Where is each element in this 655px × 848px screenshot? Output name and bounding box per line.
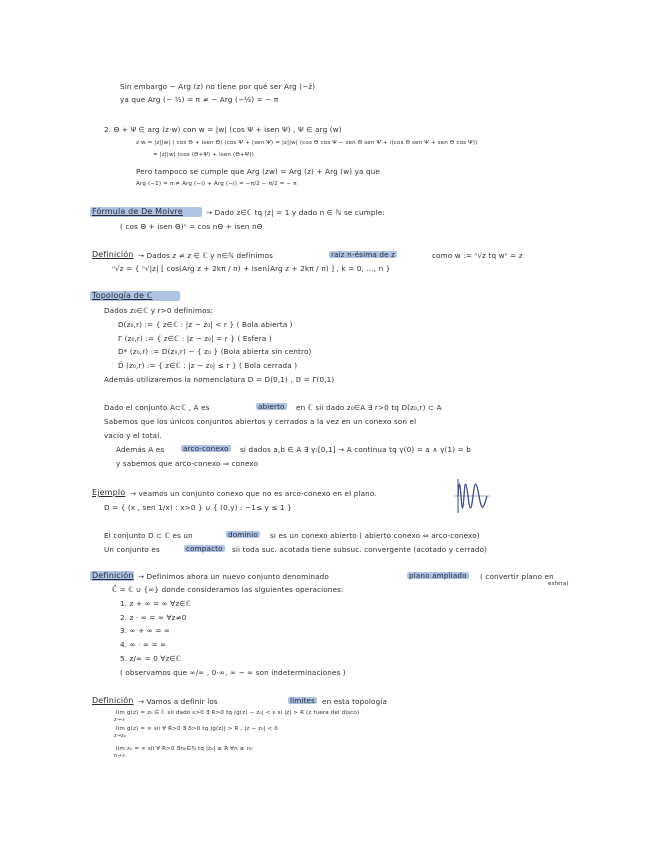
limit-subscript: n→∞ [114, 753, 126, 759]
highlight-term: plano ampliado [409, 571, 467, 580]
text-line: 3. ∞ + ∞ = ∞ [120, 626, 171, 635]
text-line: El conjunto D ⊂ ℂ es un [104, 531, 193, 540]
text-line: ( observamos que ∞/∞ , 0·∞, ∞ − ∞ son indeterminaciones ) [120, 668, 346, 677]
text-line: ℂ̂ = ℂ ∪ {∞} donde consideramos las siguientes operaciones: [112, 585, 344, 594]
text-line: 5. z/∞ = 0 ∀z∈ℂ [120, 654, 181, 663]
text-line: 1. z + ∞ = ∞ ∀z∈ℂ [120, 599, 191, 608]
text-line: como w := ⁿ√z tq wⁿ = z [432, 251, 523, 260]
section-heading: Fórmula de De Moivre [92, 207, 183, 216]
text-line: z·w = |z||w| ( cos Θ + isen Θ) (cos Ψ + (sen Ψ) = |z||w| (cos Θ cos Ψ − sen Θ sen Ψ + i(cos Θ sen Ψ + sen Θ cos Ψ)) [136, 140, 478, 146]
section-heading: Ejemplo [92, 488, 126, 497]
highlight-term: raíz n-ésima de z [331, 250, 396, 259]
text-line: Pero tampoco se cumple que Arg (zw) = Arg (z) + Arg (w) ya que [136, 167, 381, 176]
text-line: 2. Θ + Ψ ∈ arg (z·w) con w = |w| (cos Ψ + isen Ψ) , Ψ ∈ arg (w) [104, 125, 342, 134]
text-line: en esta topología [322, 697, 388, 706]
text-line: esfera) [548, 581, 569, 587]
text-line: D(z₀,r) := { z∈ℂ : |z − z₀| < r } ( Bola abierta ) [118, 320, 293, 329]
text-line: → Vamos a definir los [138, 697, 218, 706]
text-line: → veamos un conjunto conexo que no es arco-conexo en el plano. [130, 489, 377, 498]
highlight-term: compacto [186, 544, 223, 553]
text-line: lim g(z) = ∞ sii ∀ R>0 ∃ δ>0 tq |g(z)| > R , |z − z₀| < δ [116, 726, 278, 732]
text-line: ( cos Θ + isen Θ)ⁿ = cos nΘ + isen nΘ [120, 222, 263, 231]
text-line: y sabemos que arco-conexo ⇒ conexo [116, 459, 259, 468]
text-line: lim g(z) = z₀ ∈ ℂ sii dado ε>0 ∃ R>0 tq |g(z) − z₀| < ε si |z| > R (z fuera del disco) [116, 710, 360, 716]
text-line: 4. ∞ · ∞ = ∞ [120, 640, 167, 649]
limit-subscript: z→∞ [114, 717, 126, 723]
text-line: lim zₙ = ∞ sii ∀ R>0 ∃n₀∈ℕ tq |zₙ| ≥ R ∀n ≥ n₀ [116, 746, 253, 752]
text-line: Un conjunto es [104, 545, 160, 554]
text-line: en ℂ sii dado z₀∈A ∃ r>0 tq D(z₀,r) ⊂ A [296, 403, 442, 412]
text-line: vacío y el total. [104, 431, 162, 440]
highlight-term: arco-conexo [183, 444, 229, 453]
text-line: Arg (−1) = π ≠ Arg (−i) + Arg (−i) = −π/2 − π/2 = − π [136, 181, 297, 187]
text-line: ( convertir plano en [480, 572, 554, 581]
section-heading: Definición [92, 696, 134, 705]
text-line: ⁿ√z = { ⁿ√|z| [ cos(Arg z + 2kπ / n) + isen(Arg z + 2kπ / n) ] , k = 0, ..., n } [112, 264, 391, 273]
highlight-term: abierto [258, 402, 285, 411]
section-heading: Definición [92, 250, 134, 259]
sine-curve-sketch [452, 476, 492, 516]
text-line: Dado el conjunto A⊂ℂ , A es [104, 403, 210, 412]
text-line: → Dados z ≠ z ∈ ℂ y n∈ℕ definimos [138, 251, 274, 260]
text-line: → Dado z∈ℂ tq |z| = 1 y dado n ∈ ℕ se cumple: [206, 208, 385, 217]
section-heading: Definición [92, 571, 134, 580]
limit-subscript: z→z₀ [114, 733, 127, 739]
text-line: → Definimos ahora un nuevo conjunto denominado [138, 572, 329, 581]
section-heading: Topología de ℂ [92, 291, 153, 300]
text-line: sii toda suc. acotada tiene subsuc. convergente (acotado y cerrado) [232, 545, 488, 554]
text-line: Además A es [116, 445, 165, 454]
highlight-term: límites [290, 696, 316, 705]
text-line: si dados a,b ∈ A ∃ γ:[0,1] → A continua tq γ(0) = a ∧ γ(1) = b [240, 445, 471, 454]
highlight-term: dominio [228, 530, 258, 539]
text-line: D̄ (z₀,r) := { z∈ℂ : |z − z₀| ≤ r } ( Bola cerrada ) [118, 361, 298, 370]
text-line: Γ (z₀,r) := { z∈ℂ : |z − z₀| = r } ( Esfera ) [118, 334, 272, 343]
text-line: Además utilizaremos la nomenclatura D = D(0,1) , 𝔻 = Γ(0,1) [104, 375, 335, 384]
text-line: si es un conexo abierto ( abierto conexo ⇔ arco-conexo) [270, 531, 480, 540]
text-line: = |z||w| (cos (Θ+Ψ) + isen (Θ+Ψ)) [153, 152, 254, 158]
text-line: Sin embargo − Arg (z) no tiene por qué ser Arg (−z̄) [120, 82, 316, 91]
text-line: D* (z₀,r) := D(z₀,r) − { z₀ } (Bola abierta sin centro) [118, 347, 312, 356]
text-line: ya que Arg (− ½) = π ≠ − Arg (−½) = − π [120, 95, 279, 104]
text-line: 2. z · ∞ = ∞ ∀z≠0 [120, 613, 187, 622]
text-line: Dados z₀∈ℂ y r>0 definimos: [104, 306, 214, 315]
text-line: D = { (x , sen 1/x) : x>0 } ∪ { (0,y) : −1≤ y ≤ 1 } [104, 503, 292, 512]
text-line: Sabemos que los únicos conjuntos abiertos y cerrados a la vez en un conexo son el [104, 417, 417, 426]
